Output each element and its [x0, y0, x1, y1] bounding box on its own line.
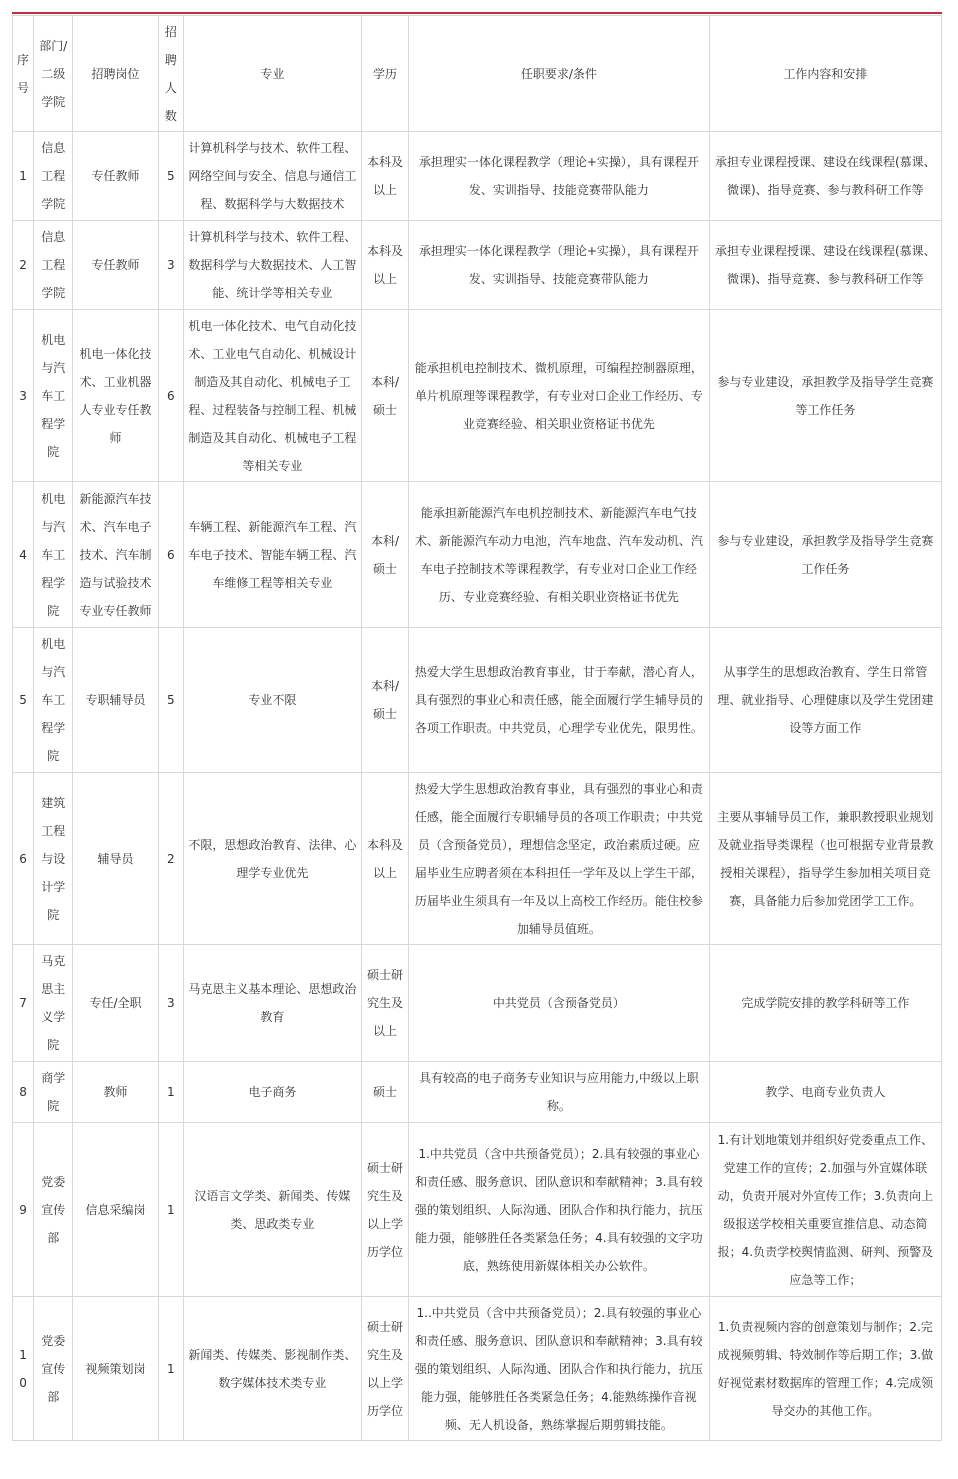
table-row: [13, 945, 942, 1062]
table-row: [13, 628, 942, 773]
cell-requirements: 热爱大学生思想政治教育事业，甘于奉献，潜心育人，具有强烈的事业心和责任感，能全面履行学生辅导员的各项工作职责。中共党员，心理学专业优先，限男性。: [409, 628, 710, 773]
cell-no: 8: [13, 1062, 34, 1123]
cell-requirements: 中共党员（含预备党员）: [409, 945, 710, 1062]
cell-education: 本科及以上: [361, 221, 408, 310]
cell-no: 5: [13, 628, 34, 773]
cell-requirements: 能承担新能源汽车电机控制技术、新能源汽车电气技术、新能源汽车动力电池，汽车地盘、汽车发动机、汽车电子控制技术等课程教学，有专业对口企业工作经历、专业竞赛经验、有相关职业资格证书优先: [409, 482, 710, 628]
cell-major: 不限，思想政治教育、法律、心理学专业优先: [183, 773, 361, 945]
cell-no: 4: [13, 482, 34, 628]
cell-major: 汉语言文学类、新闻类、传媒类、思政类专业: [183, 1123, 361, 1297]
cell-position: 专职辅导员: [73, 628, 158, 773]
cell-count: 1: [158, 1123, 183, 1297]
cell-education: 本科及以上: [361, 132, 408, 221]
cell-dept: 机电与汽车工程学院: [34, 628, 73, 773]
cell-work: 参与专业建设，承担教学及指导学生竞赛工作任务: [709, 482, 941, 628]
cell-count: 5: [158, 132, 183, 221]
cell-position: 专任教师: [73, 132, 158, 221]
cell-major: 机电一体化技术、电气自动化技术、工业电气自动化、机械设计制造及其自动化、机械电子工程、过程装备与控制工程、机械制造及其自动化、机械电子工程等相关专业: [183, 310, 361, 482]
cell-requirements: 承担理实一体化课程教学（理论+实操），具有课程开发、实训指导、技能竞赛带队能力: [409, 221, 710, 310]
cell-count: 1: [158, 1297, 183, 1441]
cell-work: 承担专业课程授课、建设在线课程(慕课、微课)、指导竞赛、参与教科研工作等: [709, 221, 941, 310]
cell-education: 本科/硕士: [361, 482, 408, 628]
cell-dept: 建筑工程与设计学院: [34, 773, 73, 945]
cell-dept: 机电与汽车工程学院: [34, 310, 73, 482]
header-position: 招聘岗位: [73, 16, 158, 132]
cell-requirements: 1.中共党员（含中共预备党员）；2.具有较强的事业心和责任感、服务意识、团队意识和奉献精神；3.具有较强的策划组织、人际沟通、团队合作和执行能力，抗压能力强，能够胜任各类紧急任务；4.具有较强的文字功底，熟练使用新媒体相关办公软件。: [409, 1123, 710, 1297]
cell-count: 5: [158, 628, 183, 773]
header-no: 序号: [13, 16, 34, 132]
cell-work: 完成学院安排的教学科研等工作: [709, 945, 941, 1062]
cell-major: 新闻类、传媒类、影视制作类、数字媒体技术类专业: [183, 1297, 361, 1441]
cell-major: 计算机科学与技术、软件工程、数据科学与大数据技术、人工智能、统计学等相关专业: [183, 221, 361, 310]
cell-dept: 党委宣传部: [34, 1297, 73, 1441]
cell-work: 从事学生的思想政治教育、学生日常管理、就业指导、心理健康以及学生党团建设等方面工作: [709, 628, 941, 773]
cell-position: 专任教师: [73, 221, 158, 310]
cell-no: 1: [13, 132, 34, 221]
cell-major: 计算机科学与技术、软件工程、网络空间与安全、信息与通信工程、数据科学与大数据技术: [183, 132, 361, 221]
cell-position: 机电一体化技术、工业机器人专业专任教师: [73, 310, 158, 482]
cell-dept: 机电与汽车工程学院: [34, 482, 73, 628]
cell-position: 信息采编岗: [73, 1123, 158, 1297]
cell-work: 承担专业课程授课、建设在线课程(慕课、微课)、指导竞赛、参与教科研工作等: [709, 132, 941, 221]
cell-no: 2: [13, 221, 34, 310]
cell-education: 硕士研究生及以上学历学位: [361, 1297, 408, 1441]
cell-major: 车辆工程、新能源汽车工程、汽车电子技术、智能车辆工程、汽车维修工程等相关专业: [183, 482, 361, 628]
cell-education: 本科及以上: [361, 773, 408, 945]
table-row: [13, 1123, 942, 1297]
top-accent-line: [12, 12, 942, 14]
cell-requirements: 具有较高的电子商务专业知识与应用能力,中级以上职称。: [409, 1062, 710, 1123]
table-row: [13, 132, 942, 221]
cell-no: 10: [13, 1297, 34, 1441]
cell-position: 辅导员: [73, 773, 158, 945]
cell-requirements: 1..中共党员（含中共预备党员）；2.具有较强的事业心和责任感、服务意识、团队意识和奉献精神；3.具有较强的策划组织、人际沟通、团队合作和执行能力，抗压能力强，能够胜任各类紧急任务；4.能熟练操作音视频、无人机设备，熟练掌握后期剪辑技能。: [409, 1297, 710, 1441]
table-row: [13, 1062, 942, 1123]
cell-dept: 信息工程学院: [34, 132, 73, 221]
cell-requirements: 热爱大学生思想政治教育事业，具有强烈的事业心和责任感，能全面履行专职辅导员的各项工作职责；中共党员（含预备党员），理想信念坚定，政治素质过硬。应届毕业生应聘者须在本科担任一学年及以上学生干部，历届毕业生须具有一年及以上高校工作经历。能住校参加辅导员值班。: [409, 773, 710, 945]
cell-position: 视频策划岗: [73, 1297, 158, 1441]
cell-requirements: 能承担机电控制技术、微机原理，可编程控制器原理，单片机原理等课程教学，有专业对口企业工作经历、专业竞赛经验、相关职业资格证书优先: [409, 310, 710, 482]
header-row: [13, 16, 942, 132]
header-dept: 部门/二级学院: [34, 16, 73, 132]
cell-dept: 商学院: [34, 1062, 73, 1123]
cell-education: 硕士研究生及以上学历学位: [361, 1123, 408, 1297]
cell-count: 3: [158, 221, 183, 310]
table-row: [13, 221, 942, 310]
cell-count: 6: [158, 310, 183, 482]
cell-no: 3: [13, 310, 34, 482]
cell-education: 本科/硕士: [361, 310, 408, 482]
cell-count: 3: [158, 945, 183, 1062]
cell-position: 教师: [73, 1062, 158, 1123]
cell-major: 马克思主义基本理论、思想政治教育: [183, 945, 361, 1062]
cell-major: 电子商务: [183, 1062, 361, 1123]
cell-dept: 党委宣传部: [34, 1123, 73, 1297]
cell-education: 硕士: [361, 1062, 408, 1123]
cell-education: 本科/硕士: [361, 628, 408, 773]
cell-work: 教学、电商专业负责人: [709, 1062, 941, 1123]
cell-no: 7: [13, 945, 34, 1062]
cell-work: 主要从事辅导员工作，兼职教授职业规划及就业指导类课程（也可根据专业背景教授相关课程），指导学生参加相关项目竞赛，具备能力后参加党团学工工作。: [709, 773, 941, 945]
cell-work: 1.负责视频内容的创意策划与制作；2.完成视频剪辑、特效制作等后期工作；3.做好视觉素材数据库的管理工作；4.完成领导交办的其他工作。: [709, 1297, 941, 1441]
cell-count: 6: [158, 482, 183, 628]
cell-major: 专业不限: [183, 628, 361, 773]
table-row: [13, 482, 942, 628]
header-requirements: 任职要求/条件: [409, 16, 710, 132]
header-count: 招聘人数: [158, 16, 183, 132]
header-education: 学历: [361, 16, 408, 132]
cell-education: 硕士研究生及以上: [361, 945, 408, 1062]
cell-count: 1: [158, 1062, 183, 1123]
cell-position: 新能源汽车技术、汽车电子技术、汽车制造与试验技术专业专任教师: [73, 482, 158, 628]
cell-requirements: 承担理实一体化课程教学（理论+实操），具有课程开发、实训指导、技能竞赛带队能力: [409, 132, 710, 221]
cell-no: 6: [13, 773, 34, 945]
cell-dept: 马克思主义学院: [34, 945, 73, 1062]
header-major: 专业: [183, 16, 361, 132]
header-work: 工作内容和安排: [709, 16, 941, 132]
cell-work: 1.有计划地策划并组织好党委重点工作、党建工作的宣传；2.加强与外宣媒体联动，负责开展对外宣传工作；3.负责向上级报送学校相关重要宣推信息、动态简报；4.负责学校舆情监测、研判、预警及应急等工作；: [709, 1123, 941, 1297]
table-row: [13, 1297, 942, 1441]
recruitment-table: [12, 15, 942, 1441]
cell-work: 参与专业建设，承担教学及指导学生竞赛等工作任务: [709, 310, 941, 482]
cell-dept: 信息工程学院: [34, 221, 73, 310]
cell-count: 2: [158, 773, 183, 945]
cell-no: 9: [13, 1123, 34, 1297]
table-row: [13, 773, 942, 945]
table-row: [13, 310, 942, 482]
cell-position: 专任/全职: [73, 945, 158, 1062]
